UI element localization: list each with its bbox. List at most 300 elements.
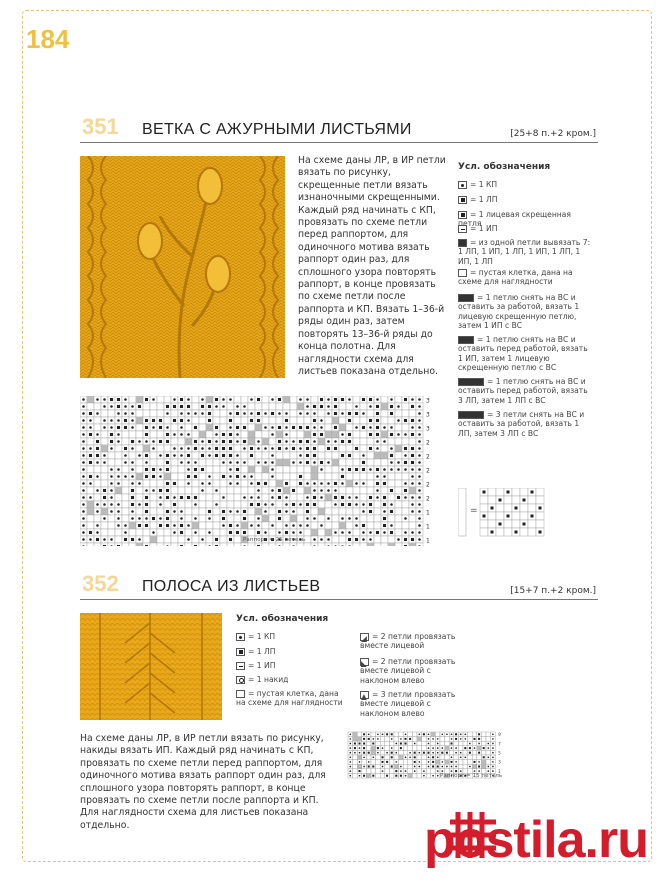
chart-cell [367,452,374,459]
cell-mark [432,761,434,763]
cell-mark [110,419,113,422]
chart-cell [408,769,413,774]
chart-cell [297,543,304,546]
chart-cell [353,508,360,515]
chart-cell [381,445,388,452]
chart-cell [157,480,164,487]
increase-seven-icon [458,239,467,247]
chart-cell [311,522,318,529]
cell-mark [372,765,374,767]
cell-mark [487,756,489,758]
chart-cell [136,529,143,536]
chart-cell [458,741,463,746]
cell-mark [152,531,155,534]
cell-mark [124,419,127,422]
purl-icon [236,662,245,670]
cell-mark [313,454,316,457]
cell-mark [411,433,414,436]
cell-mark [507,515,510,518]
section-352-title: ПОЛОСА ИЗ ЛИСТЬЕВ [142,578,321,595]
cell-mark [354,752,356,754]
legend-351-item-cable-back: = 3 петли снять на ВС и оставить за работой, вязать 1 ЛП, затем 3 ЛП с ВС [458,410,585,438]
chart-cell [171,424,178,431]
cell-mark [187,405,190,408]
cell-mark [362,468,365,471]
chart-cell [412,737,417,742]
chart-cell [248,515,255,522]
cell-mark [359,775,361,777]
cell-mark [386,775,388,777]
chart-cell [412,732,417,737]
empty-cell-icon [458,269,467,277]
chart-cell [357,732,362,737]
cell-mark [523,523,526,526]
cell-mark [332,459,339,466]
cell-mark [82,531,85,534]
cell-mark [96,503,99,506]
cell-mark [341,433,344,436]
chart-cell [164,536,171,543]
chart-cell [395,424,402,431]
cell-mark [376,475,379,478]
cell-mark [411,531,414,534]
cell-mark [180,433,183,436]
cell-mark [82,475,85,478]
row-number: 1 [498,768,501,774]
cell-mark [460,738,462,740]
cell-mark [285,419,288,422]
cell-mark [311,529,318,536]
cell-mark [313,426,316,429]
cell-mark [451,756,453,758]
cell-mark [299,475,302,478]
chart-cell [472,741,477,746]
cell-mark [145,489,148,492]
chart-cell [276,473,283,480]
chart-cell [360,487,367,494]
cell-mark [110,482,113,485]
cell-mark [150,536,157,543]
cell-mark [131,538,134,541]
chart-cell [422,741,427,746]
cell-mark [215,405,218,408]
chart-cell [374,501,381,508]
cell-mark [229,440,232,443]
cell-mark [359,747,361,749]
chart-cell [417,769,422,774]
row-number: 2 [426,481,430,489]
cell-mark [349,733,351,735]
chart-cell [408,760,413,765]
row-number: 1 [426,537,430,545]
cell-mark [382,770,384,772]
cell-mark [285,482,288,485]
cell-mark [368,761,370,763]
chart-cell [468,732,473,737]
cell-mark [404,398,407,401]
chart-cell [381,410,388,417]
cell-mark [332,417,339,424]
cell-mark [423,770,425,772]
chart-cell [178,487,185,494]
cell-mark [283,396,290,403]
chart-cell [388,480,395,487]
cell-mark [411,482,414,485]
chart-cell [199,424,206,431]
cell-mark [82,496,85,499]
cell-mark [381,756,383,758]
chart-cell [290,473,297,480]
cell-mark [363,738,365,740]
purl-icon [458,225,467,233]
cell-mark [334,412,337,415]
cell-mark [395,445,402,452]
chart-cell [220,424,227,431]
chart-cell [192,480,199,487]
cell-mark [355,426,358,429]
cell-mark [327,538,330,541]
cell-mark [341,496,344,499]
chart-cell [388,473,395,480]
chart-cell [101,480,108,487]
cell-mark [391,738,393,740]
cell-mark [369,468,372,471]
cell-mark [491,531,494,534]
legend-352-item-yo: = 1 накид [236,675,346,684]
cell-mark [437,765,439,767]
chart-cell [234,417,241,424]
cell-mark [187,475,190,478]
cell-mark [492,756,494,758]
chart-cell [486,732,491,737]
cell-mark [313,503,316,506]
chart-cell [199,494,206,501]
chart-cell [366,769,371,774]
chart-cell [332,522,339,529]
cell-mark [243,475,246,478]
cell-mark [376,426,379,429]
cell-mark [264,531,267,534]
cell-mark [257,517,260,520]
cell-mark [285,440,288,443]
cell-mark [363,733,365,735]
cell-mark [264,426,267,429]
cell-mark [243,405,246,408]
cell-mark [355,412,358,415]
cell-mark [89,454,92,457]
legend-351-item-cable-front: = 1 петлю снять на ВС и оставить перед работой, вязать 3 ЛП, затем 1 ЛП с ВС [458,377,588,405]
chart-cell [388,438,395,445]
cell-mark [215,398,218,401]
chart-cell [445,737,450,742]
cell-mark [483,515,486,518]
cell-mark [383,531,386,534]
cell-mark [194,447,197,450]
cell-mark [96,538,99,541]
chart-cell [297,417,304,424]
cell-mark [478,752,480,754]
chart-cell [353,431,360,438]
chart-cell [528,504,536,512]
chart-cell [143,480,150,487]
chart-cell [395,480,402,487]
cell-mark [257,461,260,464]
cell-mark [206,424,213,431]
chart-cell [395,522,402,529]
cell-mark [404,468,407,471]
cell-mark [194,545,197,546]
cell-mark [423,752,425,754]
cell-mark [400,766,402,768]
chart-cell [150,501,157,508]
cell-mark [411,447,414,450]
chart-cell [136,466,143,473]
chart-cell [318,515,325,522]
cell-mark [208,440,211,443]
cell-mark [152,489,155,492]
cell-mark [363,756,365,758]
cell-mark [437,743,439,745]
chart-cell [122,431,129,438]
section-351-chart-caption: Раппорт = 25 петель [243,537,306,543]
chart-cell [262,522,269,529]
cell-mark [89,482,92,485]
chart-cell [262,543,269,546]
chart-cell [276,522,283,529]
cell-mark [386,761,388,763]
cell-mark [166,405,169,408]
cell-mark [187,524,190,527]
cell-mark [173,496,176,499]
chart-cell [346,445,353,452]
cell-mark [325,431,332,438]
cell-mark [117,482,120,485]
cell-mark [313,482,316,485]
chart-cell [486,737,491,742]
cell-mark [397,433,400,436]
chart-cell [376,741,381,746]
cell-mark [369,447,372,450]
cell-mark [136,543,143,546]
chart-cell [520,488,528,496]
chart-cell [269,403,276,410]
chart-cell [150,403,157,410]
chart-cell [150,543,157,546]
section-351-chart [80,396,430,546]
cell-mark [414,752,416,754]
chart-cell [199,417,206,424]
cell-mark [236,531,239,534]
chart-cell [199,508,206,515]
cell-mark [405,733,407,735]
cell-mark [390,468,393,471]
chart-cell [367,473,374,480]
cell-mark [166,524,169,527]
cell-mark [383,468,386,471]
cell-mark [89,447,92,450]
cell-mark [515,531,518,534]
cell-mark [397,419,400,422]
chart-cell [199,529,206,536]
chart-cell [290,431,297,438]
cell-mark [243,447,246,450]
chart-cell [290,466,297,473]
cell-mark [194,440,197,443]
chart-cell [402,403,409,410]
cell-mark [229,412,232,415]
cell-mark [124,412,127,415]
chart-cell [94,424,101,431]
cell-mark [487,766,489,768]
chart-cell [199,473,206,480]
chart-cell [87,438,94,445]
cell-mark [257,447,260,450]
cell-mark [285,412,288,415]
cell-mark [110,468,113,471]
section-351-number: 351 [82,114,119,139]
cell-mark [348,531,351,534]
chart-cell [220,417,227,424]
cell-mark [136,417,143,424]
chart-cell [101,431,108,438]
cell-mark [194,496,197,499]
chart-cell [276,403,283,410]
chart-cell [213,480,220,487]
cell-mark [383,482,386,485]
cell-mark [173,419,176,422]
k2tog-icon: ◢ [360,633,369,641]
cell-mark [243,510,246,513]
chart-cell [454,755,459,760]
cell-mark [87,396,94,403]
cell-mark [381,403,388,410]
chart-cell [171,473,178,480]
cell-mark [391,747,393,749]
cell-mark [372,756,374,758]
chart-cell [234,543,241,546]
chart-cell [171,438,178,445]
cell-mark [278,496,281,499]
cell-mark [418,419,421,422]
cell-mark [427,752,429,754]
chart-cell [395,452,402,459]
section-351-legend-title: Усл. обозначения [458,162,551,172]
cell-mark [208,412,211,415]
cell-mark [152,475,155,478]
cell-mark [395,770,397,772]
cell-mark [348,398,351,401]
cell-mark [117,398,120,401]
cell-mark [327,405,330,408]
chart-cell [422,737,427,742]
chart-cell [269,480,276,487]
chart-cell [143,410,150,417]
cell-mark [383,440,386,443]
chart-cell [178,536,185,543]
cell-mark [341,482,344,485]
chart-cell [150,480,157,487]
chart-cell [213,529,220,536]
cell-mark [455,761,457,763]
cell-mark [208,517,211,520]
cell-mark [194,461,197,464]
chart-cell [234,487,241,494]
cell-mark [276,459,283,466]
chart-cell [367,487,374,494]
cell-mark [372,775,374,777]
legend-351-item-kp: = 1 КП [458,180,593,189]
cell-mark [250,524,253,527]
chart-cell [108,452,115,459]
cell-mark [414,766,416,768]
section-351-description: На схеме даны ЛР, в ИР петли вязать по рисунку, скрещенные петли вязать изнаночными скрещенными. Каждый ряд начинать с КП, провязать по схеме петли перед раппортом, для одиночного мотива вязать раппорт один раз, для сплошного узора повторять раппорт, в конце провязать по схеме петли после раппорта и КП. Вязать 1–36-й ряды один раз, затем повторять 13–36-й ряды до конца полотна. Для наглядности схема для листьев показана отдельно. [298,155,446,377]
cell-mark [499,499,502,502]
cell-mark [391,756,393,758]
chart-cell [276,501,283,508]
chart-cell [171,466,178,473]
cell-mark [409,756,411,758]
cell-mark [369,419,372,422]
chart-cell [395,396,402,403]
chart-cell [399,760,404,765]
cell-mark [271,524,274,527]
cell-mark [341,412,344,415]
chart-cell [381,543,388,546]
chart-cell [262,396,269,403]
chart-cell [101,410,108,417]
chart-cell [220,466,227,473]
chart-cell [150,431,157,438]
cell-mark [290,515,297,522]
chart-cell [395,473,402,480]
cell-mark [418,482,421,485]
cell-mark [236,510,239,513]
cell-mark [243,440,246,443]
cell-mark [395,752,397,754]
cell-mark [368,765,370,767]
chart-cell [346,424,353,431]
chart-cell [220,536,227,543]
cell-mark [243,412,246,415]
chart-cell [374,536,381,543]
cell-mark [229,510,232,513]
cell-mark [455,766,457,768]
cell-mark [451,738,453,740]
chart-cell [360,438,367,445]
cell-mark [159,454,162,457]
chart-cell [262,417,269,424]
cell-mark [320,461,323,464]
cell-mark [539,531,542,534]
cell-mark [492,733,494,735]
cell-mark [395,743,397,745]
cell-mark [96,433,99,436]
cell-mark [369,398,372,401]
cell-mark [397,405,400,408]
cell-mark [82,433,85,436]
cell-mark [327,461,330,464]
cell-mark [285,510,288,513]
cell-mark [292,531,295,534]
chart-cell [325,417,332,424]
cell-mark [306,398,309,401]
cell-mark [166,468,169,471]
chart-cell [227,487,234,494]
cell-mark [492,738,494,740]
cell-mark [411,419,414,422]
chart-cell [367,522,374,529]
cell-mark [478,733,480,735]
